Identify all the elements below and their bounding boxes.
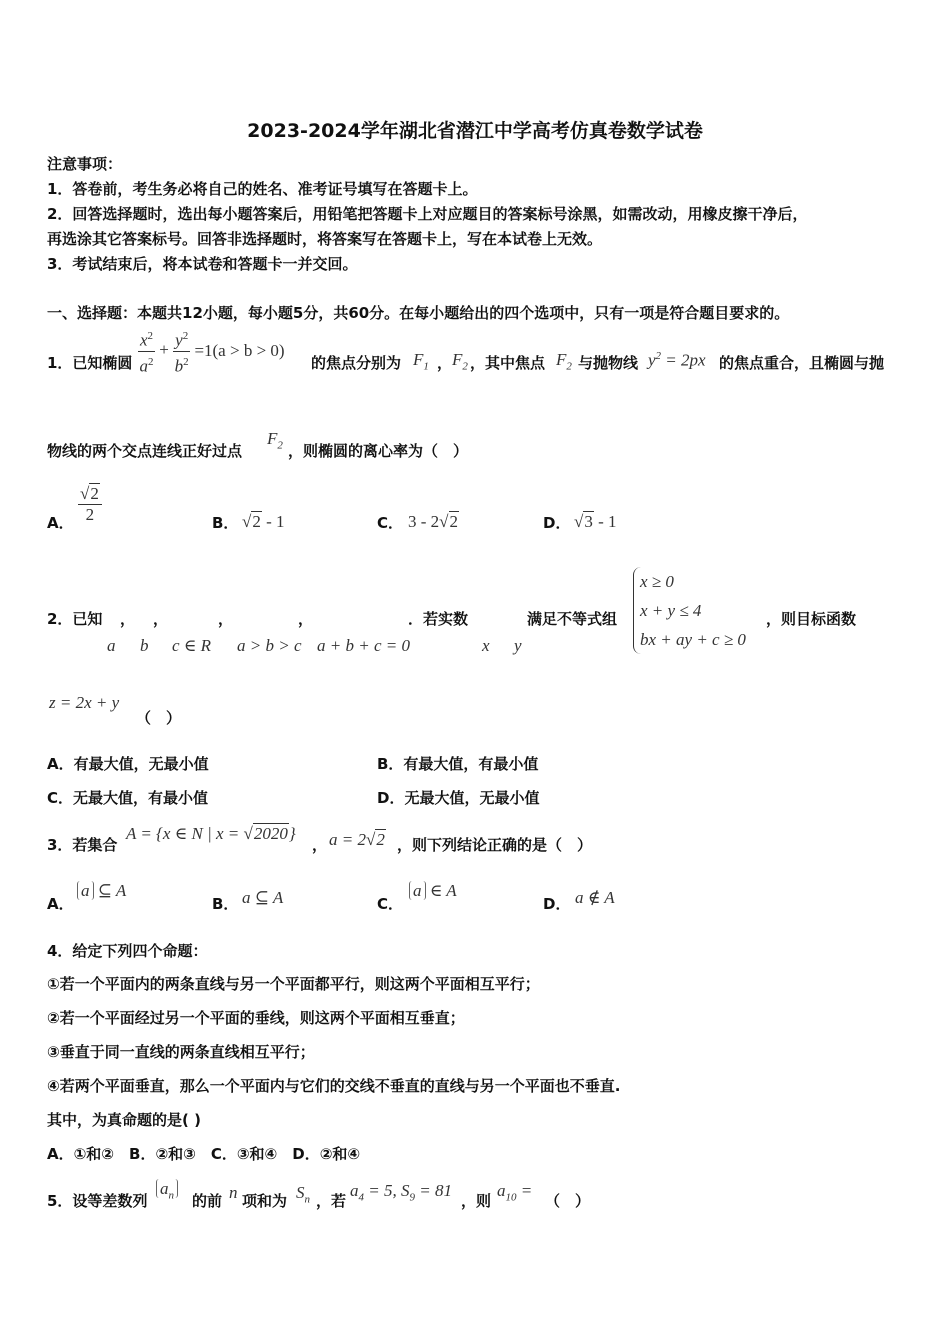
q2-option-d: D．无最大值，无最小值: [377, 789, 540, 807]
q4-statement-4: ④若两个平面垂直，那么一个平面内与它们的交线不垂直的直线与另一个平面也不垂直.: [47, 1077, 621, 1095]
q3-option-b-label: B．: [212, 895, 239, 913]
q2-label: 2．已知: [47, 610, 103, 628]
q3-option-d: a ∉ A: [575, 888, 615, 907]
q1-option-d-label: D．: [543, 514, 571, 532]
q1-option-c: 3 - 2√2: [408, 512, 459, 531]
q2-sep-2: ，: [153, 610, 169, 628]
q1-parabola-eq: $y^2 = 2px$: [648, 350, 706, 370]
q1-option-c-label: C．: [377, 514, 404, 532]
q2-sep-4: ，: [298, 610, 314, 628]
q5-a10: $a_{10}$ =: [497, 1181, 533, 1204]
q2-objective: z = 2x + y: [49, 693, 120, 712]
q5-condition: $a_4 = 5$, $S_9 = 81$: [350, 1181, 452, 1204]
q5-text-then: ，则: [461, 1192, 492, 1210]
q4-statement-3: ③垂直于同一直线的两条直线相互平行；: [47, 1043, 315, 1061]
q3-option-c: a ∈ A: [409, 881, 457, 901]
q2-sep-1: ，: [120, 610, 136, 628]
q1-option-d: √3 - 1: [574, 512, 617, 531]
section-heading: 一、选择题：本题共12小题，每小题5分，共60分。在每小题给出的四个选项中，只有一项是符合题目要求的。: [47, 304, 790, 322]
q1-option-b: √2 - 1: [242, 512, 285, 531]
q5-sequence: $a_n$: [156, 1179, 178, 1201]
q1-text-tail: 的焦点重合，且椭圆与抛: [719, 354, 885, 372]
q3-label: 3．若集合: [47, 836, 118, 854]
q1-option-a: $\frac{√2}{2}$: [78, 484, 102, 525]
q2-text-real: ．若实数: [408, 610, 469, 628]
q3-option-d-label: D．: [543, 895, 571, 913]
q1-comma: ，: [437, 354, 453, 372]
q4-question: 其中，为真命题的是( ): [47, 1111, 201, 1129]
q4-statement-1: ①若一个平面内的两条直线与另一个平面都平行，则这两个平面相互平行；: [47, 975, 540, 993]
q2-var-x: x: [482, 636, 490, 655]
q1-f2-b: $F_2$: [556, 350, 572, 373]
notice-item-1: 1．答卷前，考生务必将自己的姓名、准考证号填写在答题卡上。: [47, 180, 478, 198]
notice-heading: 注意事项：: [47, 155, 123, 173]
q1-frac-x: $\frac{x^2}{a^2}$: [138, 326, 155, 376]
q1-line2: 物线的两个交点连线正好过点: [47, 442, 243, 460]
q2-var-y: y: [514, 636, 522, 655]
q1-text-parabola: 与抛物线: [578, 354, 639, 372]
q3-option-a: a ⊆ A: [77, 881, 126, 901]
q3-a-value: a = 2√2: [329, 830, 385, 849]
q2-option-c: C．无最大值，有最小值: [47, 789, 209, 807]
q5-text-if: ，若: [316, 1192, 347, 1210]
q1-ellipse-equation: $\frac{x^2}{a^2}$ + $\frac{y^2}{b^2}$ =1(a > b > 0): [138, 326, 285, 376]
page-title: 2023-2024学年湖北省潜江中学高考仿真卷数学试卷: [247, 120, 703, 142]
q4-stem: 4．给定下列四个命题：: [47, 942, 208, 960]
q3-question: ，则下列结论正确的是（ ）: [397, 836, 593, 854]
q1-f1: $F_1$: [413, 350, 429, 373]
q2-question: （ ）: [136, 709, 182, 727]
q5-label: 5．设等差数列: [47, 1192, 148, 1210]
q1-f2: $F_2$: [452, 350, 468, 373]
q1-f2-point: $F_2$: [267, 429, 283, 452]
q3-set-a: A = {x ∈ N | x = √2020}: [126, 824, 296, 843]
q2-text-objective: ，则目标函数: [766, 610, 857, 628]
q5-n: n: [229, 1183, 238, 1202]
notice-item-2a: 2．回答选择题时，选出每小题答案后，用铅笔把答题卡上对应题目的答案标号涂黑，如需改动，用橡皮擦干净后，: [47, 205, 808, 223]
q5-text-front: 的前: [192, 1192, 223, 1210]
notice-item-2b: 再选涂其它答案标号。回答非选择题时，将答案写在答题卡上，写在本试卷上无效。: [47, 230, 603, 248]
q2-text-satisfy: 满足不等式组: [527, 610, 618, 628]
q2-inequality-system: x ≥ 0 x + y ≤ 4 bx + ay + c ≥ 0: [633, 567, 746, 654]
q1-text-focus: ，其中焦点: [470, 354, 546, 372]
q2-var-b: b: [140, 636, 149, 655]
q4-options: A．①和② B．②和③ C．③和④ D．②和④: [47, 1145, 361, 1163]
q2-order: a > b > c: [237, 636, 302, 655]
q2-option-a: A．有最大值，无最小值: [47, 755, 209, 773]
q3-option-a-label: A．: [47, 895, 74, 913]
q5-sn: $S_n$: [296, 1183, 310, 1206]
q2-option-b: B．有最大值，有最小值: [377, 755, 539, 773]
q1-label: 1．已知椭圆: [47, 354, 133, 372]
q1-option-b-label: B．: [212, 514, 239, 532]
q2-var-a: a: [107, 636, 116, 655]
q5-text-sum: 项和为: [242, 1192, 288, 1210]
q3-comma: ，: [312, 836, 328, 854]
q4-statement-2: ②若一个平面经过另一个平面的垂线，则这两个平面相互垂直；: [47, 1009, 465, 1027]
q5-question: （ ）: [545, 1192, 591, 1210]
q3-option-c-label: C．: [377, 895, 404, 913]
q2-sep-3: ，: [218, 610, 234, 628]
q1-frac-y: $\frac{y^2}{b^2}$: [173, 326, 190, 376]
q3-option-b: a ⊆ A: [242, 888, 284, 907]
notice-item-3: 3．考试结束后，将本试卷和答题卡一并交回。: [47, 255, 358, 273]
q1-option-a-label: A．: [47, 514, 74, 532]
q2-var-c: c ∈ R: [172, 636, 212, 655]
q1-question: ，则椭圆的离心率为（ ）: [288, 442, 469, 460]
q2-sum: a + b + c = 0: [317, 636, 410, 655]
q1-text-foci: 的焦点分别为: [311, 354, 402, 372]
